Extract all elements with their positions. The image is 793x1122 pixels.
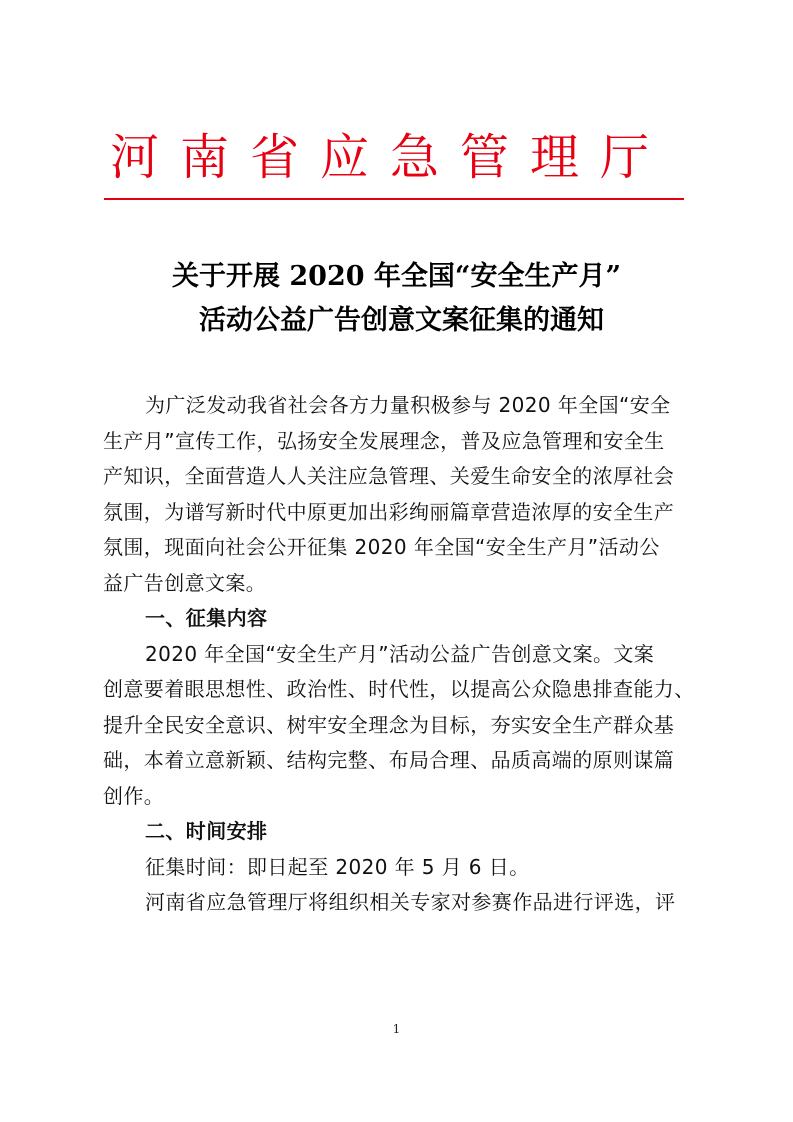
letterhead-red-rule (104, 198, 684, 200)
document-title-line-1: 关于开展 2020 年全国“安全生产月” (171, 261, 621, 292)
paragraph-2-line: 创作。 (103, 783, 165, 808)
paragraph-2-line: 创意要着眼思想性、政治性、时代性，以提高公众隐患排查能力、 (103, 677, 695, 701)
agency-letterhead-title: 河南省应急管理厅 (110, 129, 671, 186)
paragraph-1-line: 氛围，为谱写新时代中原更加出彩绚丽篇章营造浓厚的安全生产 (103, 499, 675, 524)
paragraph-2-line: 提升全民安全意识、树牢安全理念为目标，夯实安全生产群众基 (103, 712, 675, 737)
paragraph-1-line: 氛围，现面向社会公开征集 2020 年全国“安全生产月”活动公 (103, 535, 660, 559)
paragraph-1-line: 产知识，全面营造人人关注应急管理、关爱生命安全的浓厚社会 (103, 464, 675, 488)
paragraph-1-line: 生产月”宣传工作，弘扬安全发展理念，普及应急管理和安全生 (103, 428, 665, 453)
paragraph-2-line: 2020 年全国“安全生产月”活动公益广告创意文案。文案 (145, 641, 655, 666)
document-body (103, 388, 695, 921)
paragraph-1-line: 益广告创意文案。 (103, 570, 267, 595)
paragraph-2-line: 础，本着立意新颖、结构完整、布局合理、品质高端的原则谋篇 (103, 748, 675, 772)
section-heading-collection-content: 一、征集内容 (145, 606, 268, 630)
evaluation-text: 河南省应急管理厅将组织相关专家对参赛作品进行评选，评 (145, 890, 676, 914)
document-title (0, 255, 793, 343)
document-title-line-2: 活动公益广告创意文案征集的通知 (199, 305, 604, 336)
paragraph-1-line: 为广泛发动我省社会各方力量积极参与 2020 年全国“安全 (145, 393, 671, 417)
collection-period-text: 征集时间：即日起至 2020 年 5 月 6 日。 (145, 854, 530, 879)
section-heading-schedule: 二、时间安排 (145, 819, 268, 843)
page-number: 1 (392, 1022, 401, 1036)
